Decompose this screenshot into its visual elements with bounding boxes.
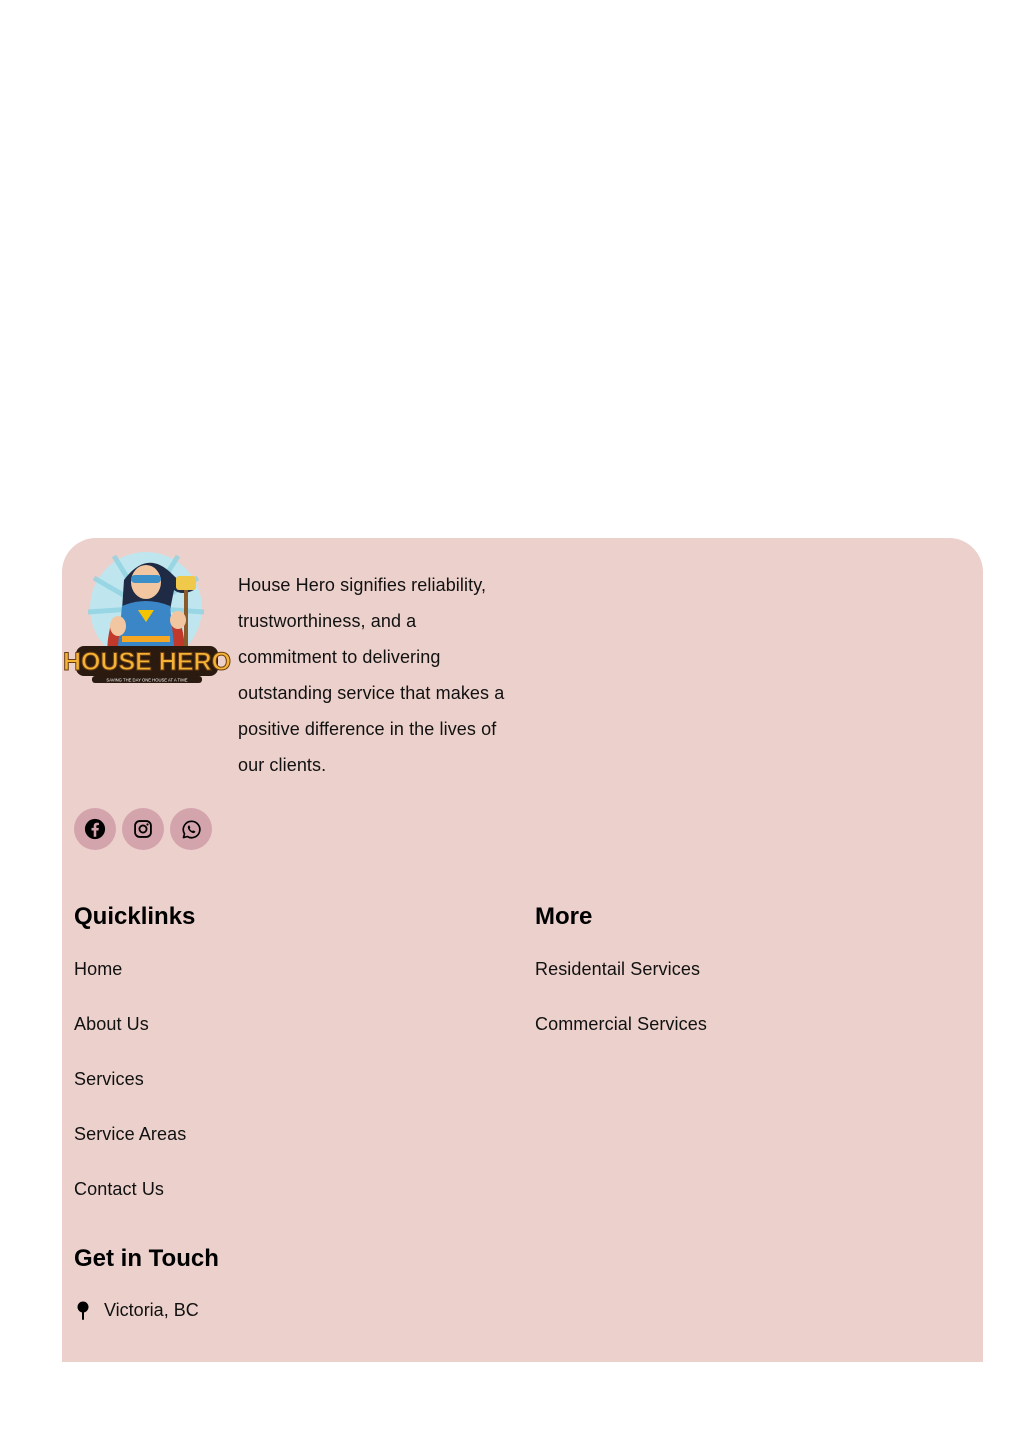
map-pin-icon bbox=[76, 1301, 90, 1321]
list-item bbox=[74, 956, 195, 1011]
more-title: More bbox=[535, 903, 593, 930]
get-in-touch-title: Get in Touch bbox=[74, 1245, 219, 1272]
about-description: House Hero signifies reliability, trustworthiness, and a commitment to delivering outstanding service that makes a positive difference in the lives of our clients. bbox=[238, 575, 505, 775]
whatsapp-icon bbox=[181, 819, 202, 840]
residential-services-link[interactable]: Residentail Services bbox=[535, 959, 701, 979]
services-link[interactable]: Services bbox=[74, 1069, 144, 1089]
brand-row bbox=[62, 550, 513, 783]
list-item bbox=[74, 1176, 195, 1231]
facebook-link[interactable] bbox=[74, 808, 116, 850]
service-areas-link[interactable]: Service Areas bbox=[74, 1124, 187, 1144]
instagram-icon bbox=[133, 819, 153, 839]
site-footer bbox=[62, 538, 983, 1362]
about-us-link[interactable]: About Us bbox=[74, 1014, 149, 1034]
list-item bbox=[74, 1011, 195, 1066]
contact-us-link[interactable]: Contact Us bbox=[74, 1179, 165, 1199]
house-hero-logo[interactable] bbox=[62, 550, 232, 684]
social-links bbox=[74, 808, 212, 850]
get-in-touch-section bbox=[74, 1238, 219, 1321]
quicklinks-title: Quicklinks bbox=[74, 903, 196, 930]
whatsapp-link[interactable] bbox=[170, 808, 212, 850]
commercial-services-link[interactable]: Commercial Services bbox=[535, 1014, 707, 1034]
list-item bbox=[74, 1121, 195, 1176]
logo-tagline: SAVING THE DAY ONE HOUSE AT A TIME bbox=[106, 677, 188, 683]
instagram-link[interactable] bbox=[122, 808, 164, 850]
location-text: Victoria, BC bbox=[104, 1300, 199, 1320]
quicklinks-list bbox=[74, 956, 195, 1231]
home-link[interactable]: Home bbox=[74, 959, 123, 979]
quicklinks-section bbox=[74, 896, 195, 1231]
location-row bbox=[74, 1300, 219, 1321]
list-item bbox=[74, 1066, 195, 1121]
list-item bbox=[535, 1011, 707, 1066]
logo-main-text: HOUSE HERO bbox=[62, 648, 232, 676]
facebook-icon bbox=[84, 818, 106, 840]
more-section bbox=[535, 896, 707, 1066]
list-item bbox=[535, 956, 707, 1011]
more-list bbox=[535, 956, 707, 1066]
